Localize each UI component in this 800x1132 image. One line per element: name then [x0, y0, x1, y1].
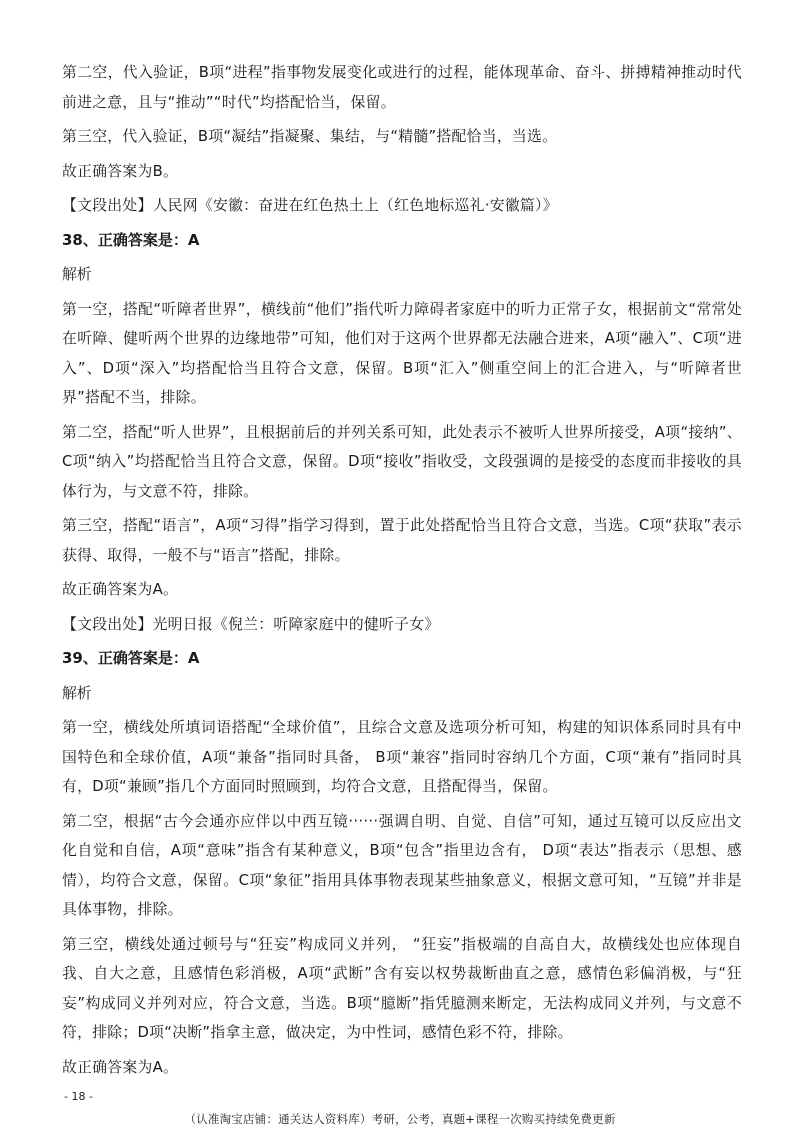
page-number: - 18 - — [64, 1090, 93, 1103]
answer-heading: 38、正确答案是：A — [62, 230, 200, 249]
paragraph: 故正确答案为A。 — [62, 1058, 179, 1076]
paragraph: 第二空，搭配“听人世界”，且根据前后的并列关系可知，此处表示不被听人世界所接受，A项“接纳”、C项“纳入”均搭配恰当且符合文意，保留。D项“接收”指收受，文段强调的是接受的态度而非接收的具体行为，与文意不符，排除。 — [62, 423, 742, 500]
paragraph: 第二空，根据“古今会通亦应伴以中西互镜······强调自明、自觉、自信”可知，通过互镜可以反应出文化自觉和自信，A项“意味”指含有某种意义，B项“包含”指里边含有， D项“表达”指表示（思想、感情），均符合文意，保留。C项“象征”指用具体事物表现某些抽象意义，根据文意可知，“互镜”并非是具体事物，排除。 — [62, 812, 742, 918]
paragraph: 第三空，横线处通过顿号与“狂妄”构成同义并列， “狂妄”指极端的自高自大，故横线处也应体现自我、自大之意，且感情色彩消极，A项“武断”含有妄以权势裁断曲直之意，感情色彩偏消极，与“狂妄”构成同义并列对应，符合文意，当选。B项“臆断”指凭臆测来断定，无法构成同义并列，与文意不符，排除；D项“决断”指拿主意，做决定，为中性词，感情色彩不符，排除。 — [62, 935, 742, 1041]
answer-heading: 39、正确答案是：A — [62, 649, 200, 667]
page-footer: （认准淘宝店铺：通关达人资料库）考研，公考，真题+课程一次购买持续免费更新 — [184, 1112, 616, 1126]
paragraph: 第一空，横线处所填词语搭配“全球价值”，且综合文意及选项分析可知，构建的知识体系同时具有中国特色和全球价值，A项“兼备”指同时具备， B项“兼容”指同时容纳几个方面，C项“兼有”指同时具有，D项“兼顾”指几个方面同时照顾到，均符合文意，且搭配得当，保留。 — [62, 719, 742, 795]
paragraph: 【文段出处】光明日报《倪兰：听障家庭中的健听子女》 — [62, 615, 440, 633]
paragraph: 【文段出处】人民网《安徽：奋进在红色热土上（红色地标巡礼·安徽篇）》 — [62, 197, 558, 214]
paragraph: 第二空，代入验证，B项“进程”指事物发展变化或进行的过程，能体现革命、奋斗、拼搏精神推动时代前进之意，且与“推动”“时代”均搭配恰当，保留。 — [62, 64, 742, 111]
paragraph: 故正确答案为B。 — [62, 162, 179, 180]
paragraph: 第一空，搭配“听障者世界”，横线前“他们”指代听力障碍者家庭中的听力正常子女，根据前文“常常处在听障、健听两个世界的边缘地带”可知，他们对于这两个世界都无法融合进来，A项“融入”、C项“进入”、D项“深入”均搭配恰当且符合文意，保留。B项“汇入”侧重空间上的汇合进入，与“听障者世界”搭配不当，排除。 — [62, 300, 742, 406]
paragraph: 第三空，搭配“语言”，A项“习得”指学习得到，置于此处搭配恰当且符合文意，当选。C项“获取”表示获得、取得，一般不与“语言”搭配，排除。 — [62, 517, 742, 564]
paragraph: 第三空，代入验证，B项“凝结”指凝聚、集结，与“精髓”搭配恰当，当选。 — [62, 128, 558, 145]
analysis-label: 解析 — [62, 266, 92, 283]
document-body — [62, 58, 742, 1087]
paragraph: 故正确答案为A。 — [62, 581, 179, 598]
analysis-label: 解析 — [62, 684, 92, 702]
